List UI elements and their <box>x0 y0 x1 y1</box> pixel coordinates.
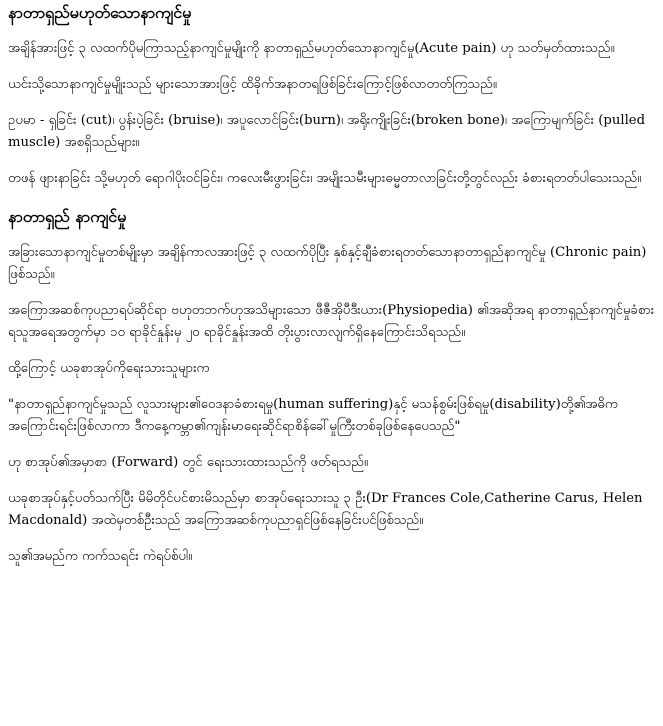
paragraph-authors-intro: ထို့ကြောင့် ယခုစာအုပ်ကိုရေးသားသူများက <box>8 361 210 376</box>
paragraph-acute-cause: ယင်းသို့သောနာကျင်မှုမျိုးသည် များသောအားဖြင့် ထိခိုက်အနာတရဖြစ်ခြင်းကြောင့်ဖြစ်လာတတ်ကြသည်။ <box>8 77 497 92</box>
paragraph-authors: ယခုစာအုပ်နှင့်ပတ်သက်ပြီး မိမိတိုင်ပင်စားမိသည်မှာ စာအုပ်ရေးသားသူ ၃ ဦး(Dr Frances Cole,Catherine Carus, Helen Macdonald) အထဲမှတစ်ဦးသည် အကြောအဆစ်ကုပညာရှင်ဖြစ်နေခြင်းပင်ဖြစ်သည်။ <box>8 491 643 528</box>
paragraph-chronic-definition: အခြားသောနာကျင်မှုတစ်မျိုးမှာ အချိန်ကာလအားဖြင့် ၃ လထက်ပိုပြီး နှစ်နှင့်ချီခံစားရတတ်သောနာတာရှည်နာကျင်မှု (Chronic pain) ဖြစ်သည်။ <box>8 245 647 282</box>
paragraph-acute-other: တဖန် ဖျားနာခြင်း သို့မဟုတ် ရောဂါပိုးဝင်ခြင်း၊ ကလေးမီးဖွားခြင်း၊ အမျိုးသမီးများဓမ္မတာလာခြင်းတို့တွင်လည်း ခံစားရတတ်ပါသေးသည်။ <box>8 171 642 186</box>
section-heading-chronic-pain: နာတာရှည် နာကျင်မှု <box>8 207 127 226</box>
section-heading-acute-pain: နာတာရှည်မဟုတ်သောနာကျင်မှု <box>8 3 192 22</box>
paragraph-author-name: သူ၏အမည်က ကက်သရင်း ကဲရပ်စ်ပါ။ <box>8 549 193 564</box>
paragraph-chronic-statistics: အကြောအဆစ်ကုပညာရပ်ဆိုင်ရာ ဗဟုတဘက်ဟုအသိများသော ဖီဇီအိုပီဒီးယား(Physiopedia) ၏အဆိုအရ နာတာရှည်နာကျင်မှုခံစားရသူအရေအတွက်မှာ ၁၀ ရာခိုင်နှုန်းမှ ၂၀ ရာခိုင်နှုန်းအထိ တိုးပွားလာလျက်ရှိနေကြောင်းသိရသည်။ <box>8 303 655 340</box>
paragraph-quote: "နာတာရှည်နာကျင်မှုသည် လူသားများ၏ဝေဒနာခံစားရမှု(human suffering)နှင့် မသန်စွမ်းဖြစ်ရမှု(disability)တို့၏အဓိကအကြောင်းရင်းဖြစ်လာကာ ဒီကနေ့ကမ္ဘာ၏ကျန်းမာရေးဆိုင်ရာစိန်ခေါ်မှုကြီးတစ်ခုဖြစ်နေပေသည်" <box>8 397 618 434</box>
paragraph-forward-note: ဟု စာအုပ်၏အမှာစာ (Forward) တွင် ရေးသားထားသည်ကို ဖတ်ရသည်။ <box>8 455 368 470</box>
paragraph-acute-examples: ဥပမာ - ရှခြင်း (cut)၊ ပွန်းပဲ့ခြင်း (bruise)၊ အပူလောင်ခြင်း(burn)၊ အရိုးကျိုးခြင်း(broken bone)၊ အကြောမျက်ခြင်း (pulled muscle) အစရှိသည်များ။ <box>8 113 646 150</box>
paragraph-acute-definition: အချိန်အားဖြင့် ၃ လထက်ပိုမကြာသည့်နာကျင်မှုမျိုးကို နာတာရှည်မဟုတ်သောနာကျင်မှု(Acute pain) ဟု သတ်မှတ်ထားသည်။ <box>8 41 615 56</box>
